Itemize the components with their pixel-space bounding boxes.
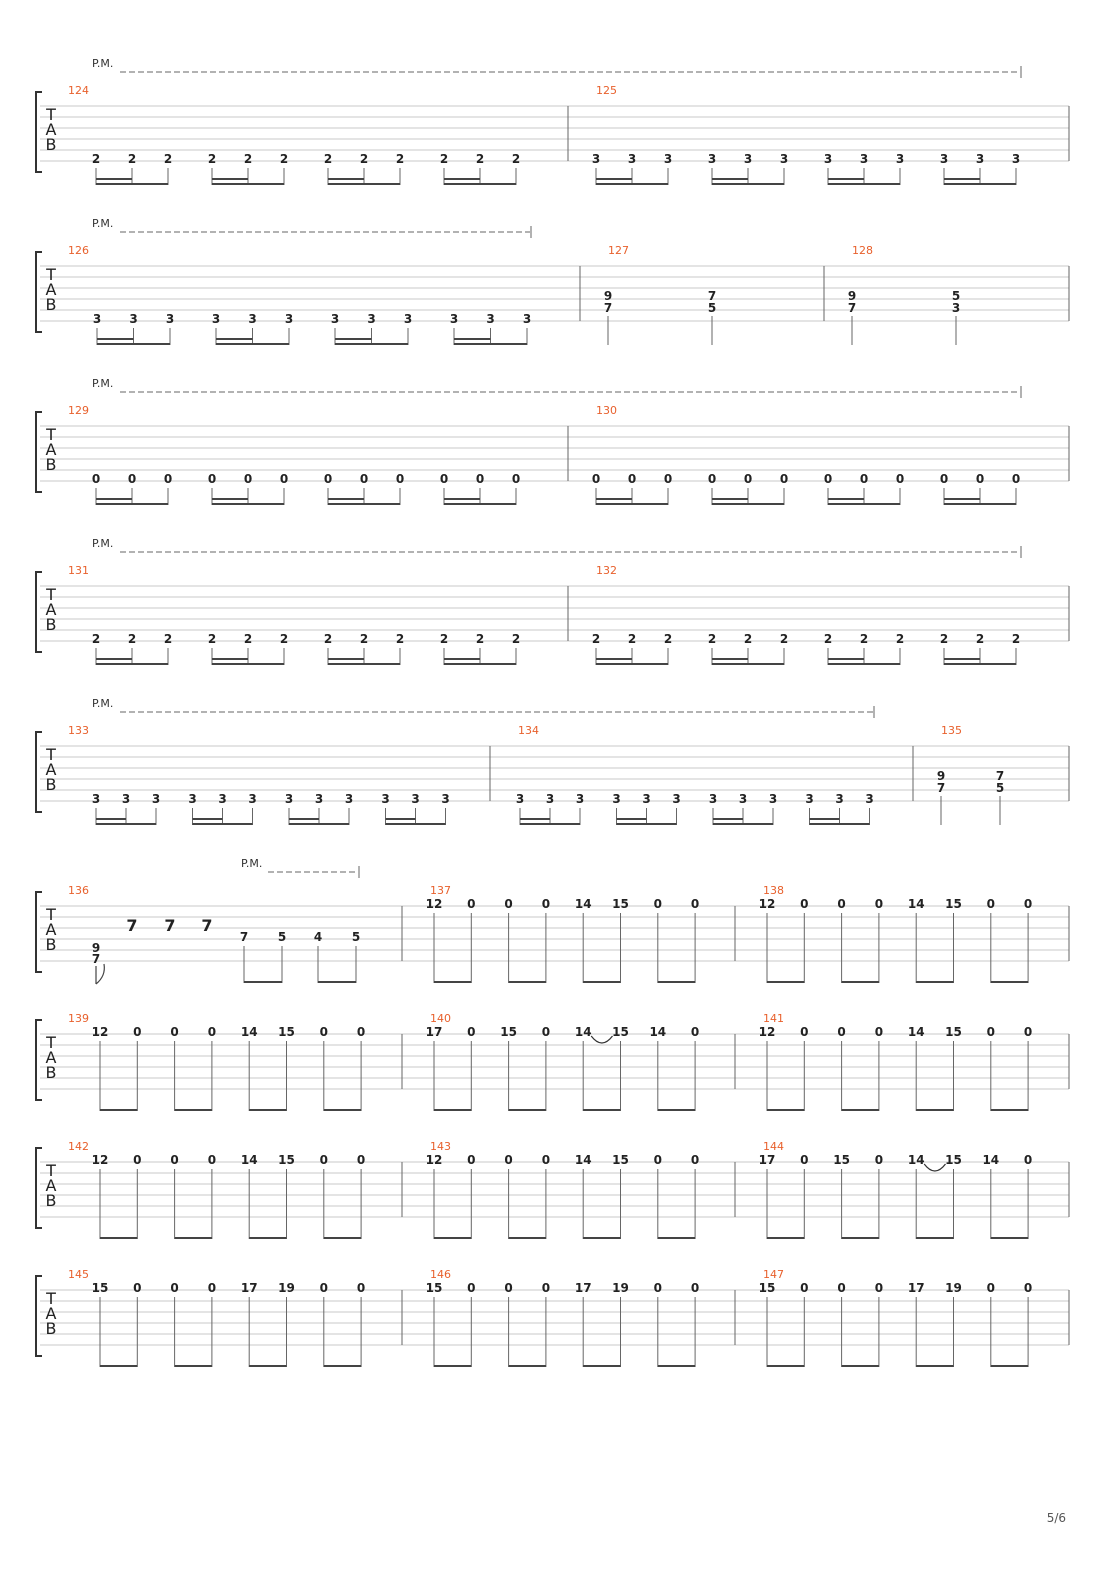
fret-number: 0 [653, 897, 662, 911]
system-bracket [36, 252, 42, 332]
tab-clef-letter: B [45, 455, 57, 474]
fret-number: 7 [995, 769, 1005, 783]
fret-number: 0 [319, 1281, 328, 1295]
fret-number: 0 [467, 1153, 476, 1167]
fret-number: 2 [511, 152, 521, 166]
fret-number: 2 [823, 632, 833, 646]
fret-number: 0 [779, 472, 789, 486]
fret-number: 3 [330, 312, 340, 326]
measure-number: 137 [430, 884, 451, 897]
fret-number: 3 [835, 792, 844, 806]
measure-number: 130 [596, 404, 617, 417]
fret-number: 0 [133, 1153, 142, 1167]
fret-number: 0 [591, 472, 601, 486]
fret-number: 3 [314, 792, 324, 806]
fret-number: 12 [758, 1025, 776, 1039]
fret-number: 2 [439, 632, 449, 646]
fret-number: 0 [439, 472, 449, 486]
measure-number: 126 [68, 244, 89, 257]
tab-system [36, 57, 1069, 185]
fret-number: 12 [91, 1025, 109, 1039]
fret-number: 12 [91, 1153, 109, 1167]
fret-number: 5 [277, 930, 287, 944]
system-bracket [36, 1276, 42, 1356]
fret-number: 0 [133, 1281, 142, 1295]
fret-number: 0 [541, 1281, 551, 1295]
fret-number: 15 [425, 1281, 443, 1295]
fret-number: 3 [344, 792, 354, 806]
fret-number: 0 [690, 1281, 700, 1295]
measure-number: 136 [68, 884, 89, 897]
tab-clef-letter: T [46, 425, 56, 444]
fret-number: 0 [743, 472, 753, 486]
fret-number: 0 [356, 1025, 366, 1039]
measure-number: 144 [763, 1140, 784, 1153]
fret-number: 14 [907, 1153, 925, 1167]
fret-number: 0 [627, 472, 637, 486]
fret-number: 3 [575, 792, 585, 806]
fret-number: 3 [895, 152, 905, 166]
fret-number: 17 [240, 1281, 258, 1295]
measure-number: 134 [518, 724, 539, 737]
fret-number: 17 [907, 1281, 925, 1295]
measure-number: 139 [68, 1012, 89, 1025]
fret-number: 2 [243, 152, 253, 166]
tab-system [36, 857, 1069, 984]
fret-number: 3 [663, 152, 673, 166]
tab-system [36, 1012, 1069, 1111]
fret-number: 0 [170, 1153, 179, 1167]
fret-number: 0 [170, 1025, 179, 1039]
rest-icon: 7 [164, 916, 176, 935]
fret-number: 0 [207, 1281, 217, 1295]
rest-icon: 7 [126, 916, 138, 935]
fret-number: 3 [865, 792, 874, 806]
fret-number: 15 [833, 1153, 850, 1167]
fret-number: 7 [936, 781, 946, 795]
fret-number: 4 [313, 930, 323, 944]
fret-number: 3 [708, 792, 718, 806]
fret-number: 15 [945, 1153, 962, 1167]
fret-number: 3 [441, 792, 450, 806]
fret-number: 0 [986, 1281, 995, 1295]
palm-mute-label: P.M. [92, 57, 114, 70]
fret-number: 0 [690, 897, 700, 911]
fret-number: 2 [663, 632, 673, 646]
measure-number: 141 [763, 1012, 784, 1025]
fret-number: 14 [649, 1025, 667, 1039]
fret-number: 0 [359, 472, 369, 486]
tab-system [36, 697, 1069, 825]
fret-number: 0 [939, 472, 949, 486]
fret-number: 12 [425, 1153, 443, 1167]
fret-number: 3 [486, 312, 495, 326]
fret-number: 2 [627, 632, 637, 646]
fret-number: 15 [278, 1153, 295, 1167]
measure-number: 143 [430, 1140, 451, 1153]
measure-number: 131 [68, 564, 89, 577]
fret-number: 0 [207, 472, 217, 486]
tab-clef-letter: A [45, 1176, 57, 1195]
measure-number: 127 [608, 244, 629, 257]
fret-number: 3 [284, 792, 294, 806]
fret-number: 0 [874, 1281, 884, 1295]
fret-number: 3 [248, 792, 257, 806]
fret-number: 3 [367, 312, 376, 326]
fret-number: 2 [439, 152, 449, 166]
fret-number: 2 [591, 632, 601, 646]
fret-number: 0 [323, 472, 333, 486]
fret-number: 19 [612, 1281, 629, 1295]
palm-mute-label: P.M. [92, 697, 114, 710]
fret-number: 0 [504, 1281, 513, 1295]
fret-number: 0 [91, 472, 101, 486]
tab-clef-letter: A [45, 600, 57, 619]
fret-number: 3 [92, 312, 102, 326]
fret-number: 5 [995, 781, 1005, 795]
fret-number: 0 [207, 1153, 217, 1167]
measure-number: 132 [596, 564, 617, 577]
fret-number: 0 [800, 1281, 809, 1295]
note-flag [96, 964, 104, 984]
fret-number: 14 [574, 1025, 592, 1039]
fret-number: 15 [500, 1025, 517, 1039]
fret-number: 3 [642, 792, 651, 806]
fret-number: 0 [986, 1025, 995, 1039]
fret-number: 19 [945, 1281, 962, 1295]
fret-number: 7 [847, 301, 857, 315]
fret-number: 0 [127, 472, 137, 486]
fret-number: 0 [975, 472, 985, 486]
fret-number: 3 [612, 792, 621, 806]
fret-number: 2 [395, 632, 405, 646]
fret-number: 0 [800, 1153, 809, 1167]
fret-number: 3 [522, 312, 532, 326]
fret-number: 0 [800, 897, 809, 911]
fret-number: 0 [395, 472, 405, 486]
fret-number: 0 [837, 1025, 846, 1039]
fret-number: 0 [1023, 1153, 1033, 1167]
fret-number: 0 [800, 1025, 809, 1039]
fret-number: 15 [612, 897, 629, 911]
fret-number: 3 [449, 312, 459, 326]
measure-number: 138 [763, 884, 784, 897]
system-bracket [36, 92, 42, 172]
fret-number: 3 [859, 152, 869, 166]
fret-number: 0 [133, 1025, 142, 1039]
fret-number: 2 [91, 152, 101, 166]
fret-number: 9 [936, 769, 946, 783]
measure-number: 128 [852, 244, 873, 257]
fret-number: 0 [170, 1281, 179, 1295]
fret-number: 0 [467, 1025, 476, 1039]
measure-number: 142 [68, 1140, 89, 1153]
fret-number: 2 [939, 632, 949, 646]
fret-number: 3 [188, 792, 197, 806]
fret-number: 0 [356, 1281, 366, 1295]
fret-number: 3 [823, 152, 833, 166]
fret-number: 14 [982, 1153, 1000, 1167]
fret-number: 15 [91, 1281, 109, 1295]
fret-number: 14 [240, 1153, 258, 1167]
fret-number: 2 [395, 152, 405, 166]
fret-number: 3 [779, 152, 789, 166]
measure-number: 133 [68, 724, 89, 737]
fret-number: 0 [823, 472, 833, 486]
fret-number: 12 [758, 897, 776, 911]
system-bracket [36, 572, 42, 652]
fret-number: 3 [151, 792, 161, 806]
tab-clef-letter: A [45, 280, 57, 299]
tab-clef-letter: B [45, 1319, 57, 1338]
fret-number: 7 [707, 289, 717, 303]
fret-number: 0 [1023, 1281, 1033, 1295]
fret-number: 3 [939, 152, 949, 166]
fret-number: 14 [907, 897, 925, 911]
fret-number: 19 [278, 1281, 295, 1295]
fret-number: 5 [951, 289, 961, 303]
tab-clef-letter: T [46, 1033, 56, 1052]
fret-number: 0 [1011, 472, 1021, 486]
fret-number: 2 [127, 152, 137, 166]
fret-number: 2 [475, 632, 485, 646]
tab-clef-letter: T [46, 1289, 56, 1308]
fret-number: 17 [574, 1281, 592, 1295]
fret-number: 2 [323, 152, 333, 166]
tab-clef-letter: B [45, 935, 57, 954]
fret-number: 15 [945, 1025, 962, 1039]
fret-number: 0 [319, 1153, 328, 1167]
tab-clef-letter: B [45, 295, 57, 314]
fret-number: 3 [411, 792, 420, 806]
palm-mute-label: P.M. [92, 377, 114, 390]
fret-number: 0 [541, 1025, 551, 1039]
tab-clef-letter: T [46, 105, 56, 124]
tab-clef-letter: A [45, 760, 57, 779]
rest-icon: 7 [201, 916, 213, 935]
fret-number: 2 [127, 632, 137, 646]
fret-number: 2 [859, 632, 869, 646]
fret-number: 15 [945, 897, 962, 911]
fret-number: 0 [467, 1281, 476, 1295]
system-bracket [36, 1148, 42, 1228]
fret-number: 2 [1011, 632, 1021, 646]
fret-number: 2 [975, 632, 985, 646]
tab-clef-letter: T [46, 905, 56, 924]
measure-number: 125 [596, 84, 617, 97]
fret-number: 3 [591, 152, 601, 166]
fret-number: 3 [951, 301, 961, 315]
fret-number: 5 [707, 301, 717, 315]
tab-clef-letter: T [46, 1161, 56, 1180]
fret-number: 0 [243, 472, 253, 486]
tab-systems [36, 57, 1069, 1367]
fret-number: 3 [805, 792, 814, 806]
fret-number: 2 [243, 632, 253, 646]
fret-number: 5 [351, 930, 361, 944]
fret-number: 15 [612, 1025, 629, 1039]
system-bracket [36, 1020, 42, 1100]
tab-clef-letter: B [45, 135, 57, 154]
fret-number: 15 [612, 1153, 629, 1167]
measure-number: 129 [68, 404, 89, 417]
fret-number: 0 [653, 1281, 662, 1295]
tab-clef-letter: A [45, 440, 57, 459]
tab-system [36, 537, 1069, 665]
tab-clef-letter: B [45, 1063, 57, 1082]
fret-number: 0 [356, 1153, 366, 1167]
fret-number: 2 [279, 152, 289, 166]
fret-number: 2 [279, 632, 289, 646]
fret-number: 2 [743, 632, 753, 646]
fret-number: 0 [874, 897, 884, 911]
fret-number: 0 [837, 1281, 846, 1295]
fret-number: 3 [121, 792, 131, 806]
measure-number: 147 [763, 1268, 784, 1281]
fret-number: 3 [672, 792, 681, 806]
fret-number: 0 [874, 1153, 884, 1167]
fret-number: 2 [323, 632, 333, 646]
fret-number: 3 [403, 312, 413, 326]
fret-number: 15 [758, 1281, 776, 1295]
system-bracket [36, 892, 42, 972]
palm-mute-label: P.M. [92, 537, 114, 550]
fret-number: 3 [248, 312, 257, 326]
fret-number: 3 [165, 312, 175, 326]
fret-number: 3 [707, 152, 717, 166]
fret-number: 2 [895, 632, 905, 646]
tab-clef-letter: A [45, 120, 57, 139]
system-bracket [36, 412, 42, 492]
fret-number: 0 [653, 1153, 662, 1167]
fret-number: 3 [381, 792, 390, 806]
fret-number: 14 [907, 1025, 925, 1039]
fret-number: 3 [627, 152, 637, 166]
fret-number: 0 [690, 1153, 700, 1167]
page-number: 5/6 [1046, 1511, 1066, 1525]
fret-number: 2 [511, 632, 521, 646]
fret-number: 0 [279, 472, 289, 486]
fret-number: 0 [986, 897, 995, 911]
fret-number: 14 [574, 897, 592, 911]
fret-number: 7 [239, 930, 249, 944]
fret-number: 3 [975, 152, 985, 166]
fret-number: 3 [743, 152, 753, 166]
fret-number: 2 [475, 152, 485, 166]
fret-number: 0 [504, 897, 513, 911]
fret-number: 0 [663, 472, 673, 486]
fret-number: 0 [874, 1025, 884, 1039]
fret-number: 2 [359, 632, 369, 646]
system-bracket [36, 732, 42, 812]
tab-clef-letter: T [46, 585, 56, 604]
fret-number: 3 [768, 792, 778, 806]
fret-number: 0 [504, 1153, 513, 1167]
fret-number: 0 [707, 472, 717, 486]
fret-number: 3 [738, 792, 748, 806]
fret-number: 12 [425, 897, 443, 911]
tab-system [36, 1268, 1069, 1367]
fret-number: 9 [91, 941, 101, 955]
palm-mute-label: P.M. [241, 857, 263, 870]
fret-number: 0 [895, 472, 905, 486]
hammer-on-slur [924, 1164, 945, 1171]
palm-mute-label: P.M. [92, 217, 114, 230]
measure-number: 145 [68, 1268, 89, 1281]
fret-number: 3 [1011, 152, 1021, 166]
measure-number: 146 [430, 1268, 451, 1281]
fret-number: 9 [603, 289, 613, 303]
fret-number: 3 [545, 792, 555, 806]
fret-number: 3 [211, 312, 221, 326]
fret-number: 3 [515, 792, 525, 806]
hammer-on-slur [591, 1036, 612, 1043]
measure-number: 140 [430, 1012, 451, 1025]
tab-clef-letter: B [45, 615, 57, 634]
fret-number: 0 [511, 472, 521, 486]
tab-clef-letter: T [46, 745, 56, 764]
measure-number: 124 [68, 84, 89, 97]
fret-number: 3 [129, 312, 138, 326]
fret-number: 0 [541, 897, 551, 911]
fret-number: 0 [319, 1025, 328, 1039]
fret-number: 9 [847, 289, 857, 303]
fret-number: 2 [207, 632, 217, 646]
fret-number: 0 [859, 472, 869, 486]
tab-clef-letter: T [46, 265, 56, 284]
tab-system [36, 217, 1069, 345]
fret-number: 0 [207, 1025, 217, 1039]
fret-number: 2 [163, 152, 173, 166]
measure-number: 135 [941, 724, 962, 737]
fret-number: 0 [837, 897, 846, 911]
tab-clef-letter: A [45, 1304, 57, 1323]
tab-clef-letter: B [45, 1191, 57, 1210]
fret-number: 7 [91, 952, 101, 966]
tab-system [36, 1140, 1069, 1239]
fret-number: 3 [218, 792, 227, 806]
fret-number: 0 [1023, 897, 1033, 911]
fret-number: 2 [359, 152, 369, 166]
tab-system [36, 377, 1069, 505]
fret-number: 2 [163, 632, 173, 646]
fret-number: 17 [758, 1153, 776, 1167]
fret-number: 17 [425, 1025, 443, 1039]
fret-number: 0 [467, 897, 476, 911]
tab-clef-letter: B [45, 775, 57, 794]
tab-clef-letter: A [45, 1048, 57, 1067]
fret-number: 2 [779, 632, 789, 646]
fret-number: 0 [541, 1153, 551, 1167]
fret-number: 14 [574, 1153, 592, 1167]
fret-number: 3 [284, 312, 294, 326]
fret-number: 0 [690, 1025, 700, 1039]
fret-number: 0 [163, 472, 173, 486]
fret-number: 15 [278, 1025, 295, 1039]
fret-number: 7 [603, 301, 613, 315]
fret-number: 2 [707, 632, 717, 646]
fret-number: 14 [240, 1025, 258, 1039]
fret-number: 0 [1023, 1025, 1033, 1039]
tab-clef-letter: A [45, 920, 57, 939]
fret-number: 3 [91, 792, 101, 806]
fret-number: 0 [475, 472, 485, 486]
fret-number: 2 [207, 152, 217, 166]
fret-number: 2 [91, 632, 101, 646]
